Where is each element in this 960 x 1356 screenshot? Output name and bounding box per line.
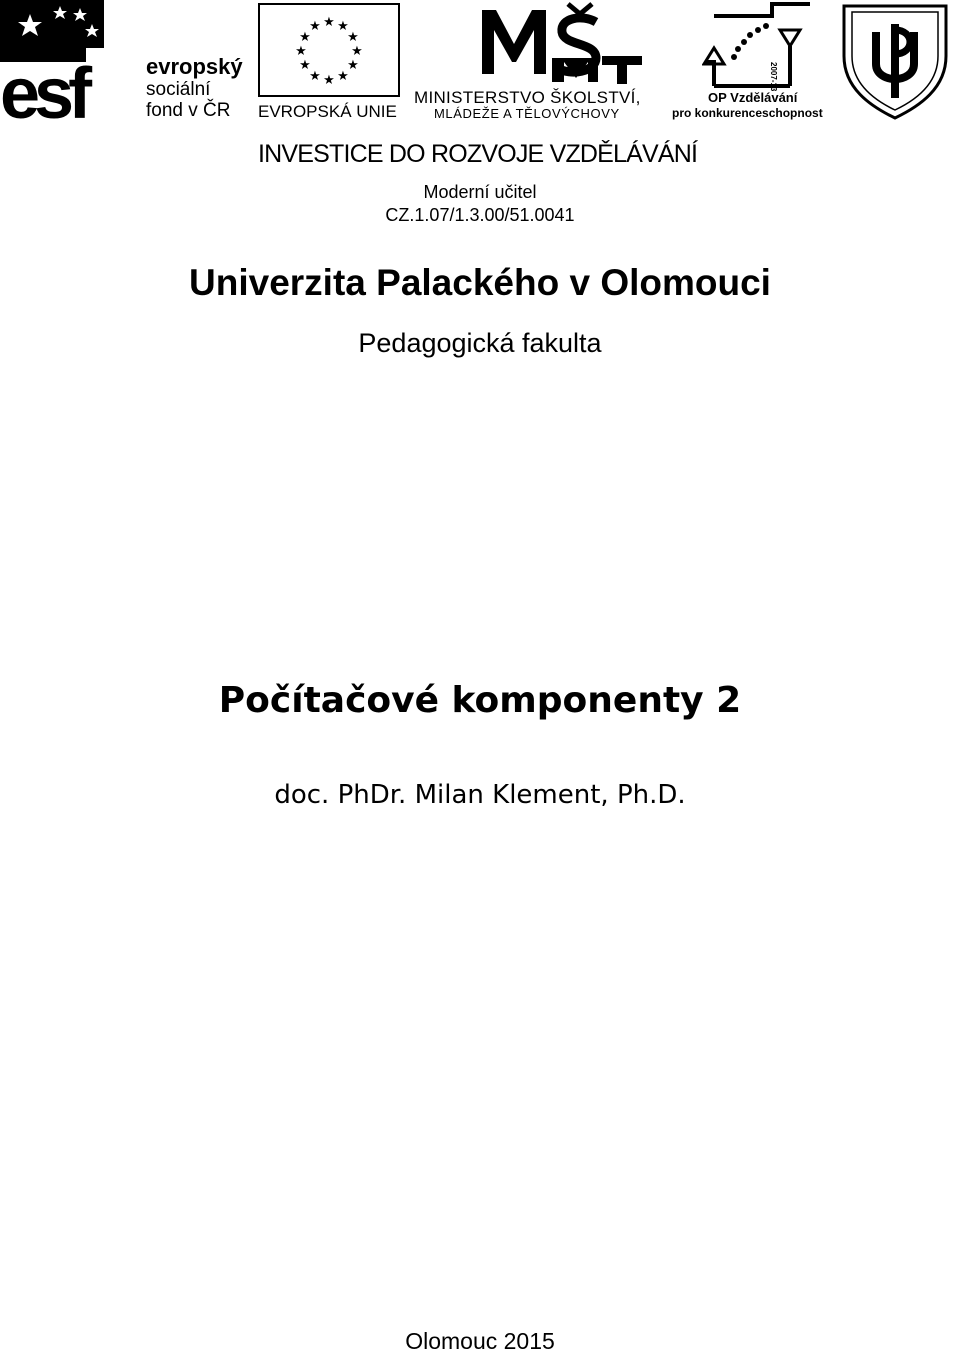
msmt-line-1: MINISTERSTVO ŠKOLSTVÍ, — [414, 88, 641, 107]
esf-logo — [0, 0, 250, 125]
svg-text:★: ★ — [351, 44, 363, 59]
msmt-line-2: MLÁDEŽE A TĚLOVÝCHOVY — [434, 106, 620, 121]
op-years: 2007-13 — [769, 62, 778, 92]
investice-banner: INVESTICE DO ROZVOJE VZDĚLÁVÁNÍ — [258, 140, 698, 168]
faculty-name: Pedagogická fakulta — [358, 328, 602, 358]
op-line-2: pro konkurenceschopnost — [672, 106, 823, 120]
op-logo — [670, 0, 832, 125]
university-name: Univerzita Palackého v Olomouci — [189, 262, 771, 303]
project-name: Moderní učitel — [423, 182, 537, 202]
document-author: doc. PhDr. Milan Klement, Ph.D. — [274, 780, 686, 810]
svg-text:★: ★ — [299, 30, 311, 45]
esf-line-3: fond v ČR — [146, 100, 231, 121]
svg-text:★: ★ — [295, 44, 307, 59]
up-logo — [840, 2, 960, 122]
svg-text:★: ★ — [323, 15, 335, 30]
esf-line-1: evropský — [146, 54, 243, 79]
document-title: Počítačové komponenty 2 — [218, 680, 742, 721]
svg-text:esf: esf — [0, 54, 87, 125]
svg-text:★: ★ — [347, 30, 359, 45]
esf-mark-icon — [0, 0, 140, 125]
svg-text:★: ★ — [337, 69, 349, 84]
msmt-logo — [412, 0, 672, 125]
op-mark-icon — [702, 2, 812, 90]
svg-text:★: ★ — [309, 19, 321, 34]
esf-line-2: sociální — [146, 79, 211, 100]
project-code: CZ.1.07/1.3.00/51.0041 — [385, 205, 575, 225]
svg-text:★: ★ — [347, 58, 359, 73]
eu-caption: EVROPSKÁ UNIE — [258, 102, 397, 121]
place-year: Olomouc 2015 — [405, 1328, 555, 1354]
up-shield-icon — [840, 2, 950, 120]
eu-flag-icon — [258, 3, 400, 97]
msmt-mark-icon — [472, 0, 672, 88]
svg-text:★: ★ — [337, 19, 349, 34]
svg-text:★: ★ — [323, 73, 335, 88]
svg-text:★: ★ — [299, 58, 311, 73]
op-line-1: OP Vzdělávání — [708, 90, 798, 105]
eu-logo — [258, 3, 404, 123]
svg-text:★: ★ — [309, 69, 321, 84]
